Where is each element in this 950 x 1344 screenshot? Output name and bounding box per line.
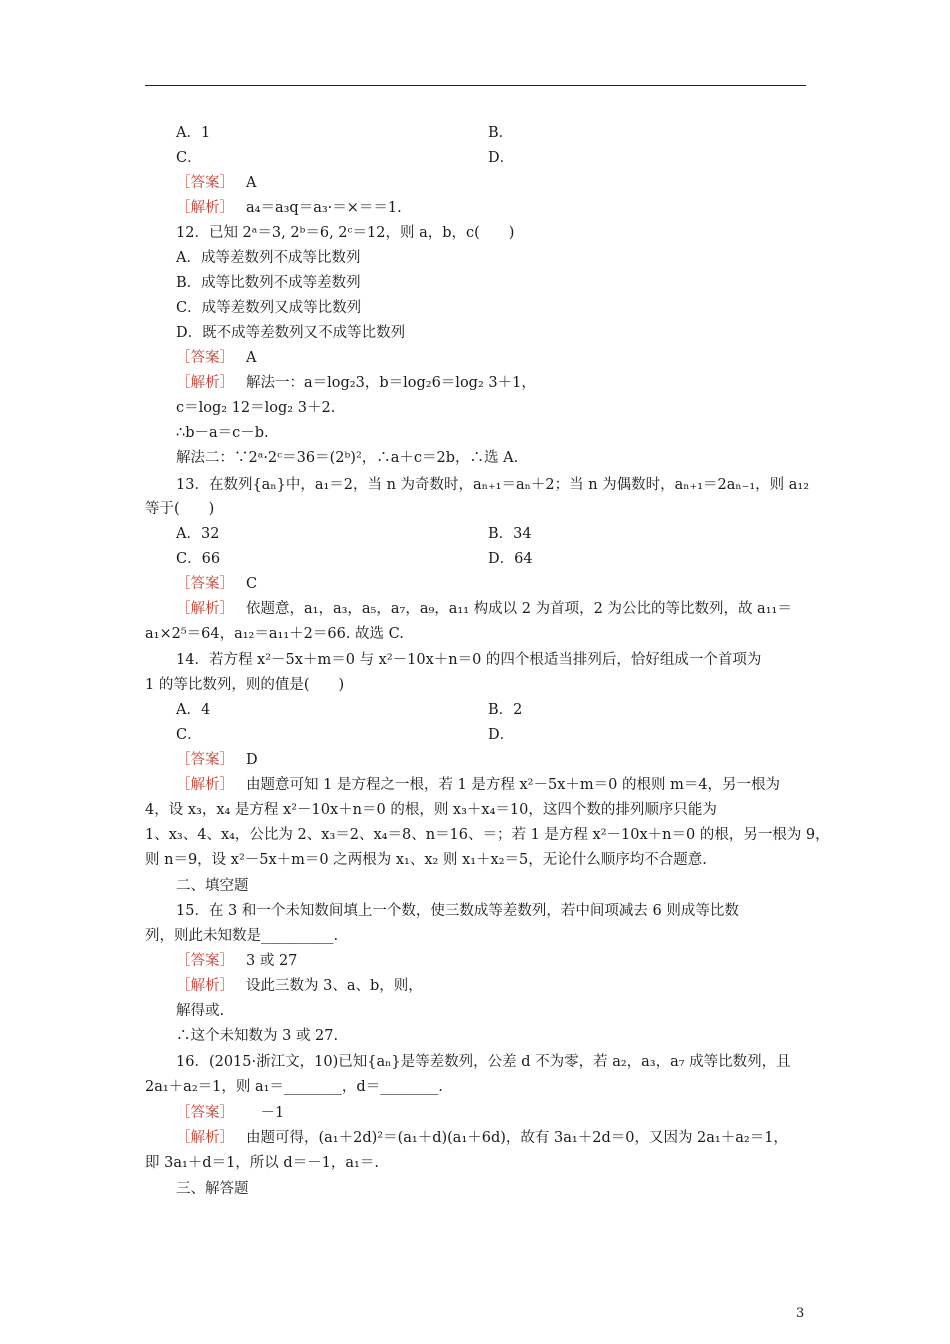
line-text: 依题意，a₁，a₃，a₅，a₇，a₉，a₁₁ 构成以 2 为首项，2 为公比的等比数列，故 a₁₁＝	[246, 601, 792, 617]
line-text: 设此三数为 3、a、b，则，	[246, 978, 423, 994]
text-line	[176, 399, 335, 417]
line-text: B．2	[488, 702, 523, 718]
line-text: 等于( )	[145, 501, 215, 517]
labeled-line	[176, 776, 780, 794]
line-text: 即 3a₁＋d＝1，所以 d＝－1，a₁＝.	[145, 1155, 379, 1171]
answer-tag: ［答案］	[176, 953, 234, 969]
text-line	[176, 1180, 249, 1198]
labeled-line	[176, 1104, 284, 1122]
labeled-line	[176, 751, 258, 769]
text-line	[176, 550, 220, 568]
answer-tag: ［答案］	[176, 175, 234, 191]
line-text: 列，则此未知数是__________.	[145, 928, 339, 944]
answer-tag: ［答案］	[176, 752, 234, 768]
text-line	[488, 124, 513, 142]
line-text: D．64	[488, 551, 533, 567]
answer-tag: ［解析］	[176, 1130, 234, 1146]
text-line	[176, 525, 219, 543]
line-text: 2a₁＋a₂＝1，则 a₁＝________，d＝________.	[145, 1079, 443, 1095]
text-line	[488, 525, 532, 543]
line-text: C．	[176, 150, 202, 166]
line-text: 由题可得，(a₁＋2d)²＝(a₁＋d)(a₁＋6d)，故有 3a₁＋2d＝0，又因为 2a₁＋a₂＝1，	[246, 1130, 788, 1146]
line-text: C．66	[176, 551, 221, 567]
labeled-line	[176, 174, 256, 192]
text-line	[176, 224, 514, 242]
text-line	[145, 625, 404, 643]
labeled-line	[176, 199, 402, 217]
line-text: A．32	[176, 526, 220, 542]
text-line	[488, 149, 514, 167]
line-text: 3 或 27	[246, 953, 298, 969]
text-line	[176, 1002, 224, 1020]
line-text: A．4	[176, 702, 211, 718]
line-text: 12．已知 2ᵃ＝3, 2ᵇ＝6, 2ᶜ＝12，则 a，b，c( )	[176, 225, 515, 241]
line-text: 解法一：a＝log₂3，b＝log₂6＝log₂ 3＋1，	[246, 375, 536, 391]
text-line	[145, 851, 707, 869]
line-text: A	[246, 175, 257, 191]
line-text: A．成等差数列不成等比数列	[176, 250, 361, 266]
line-text: 1 的等比数列，则的值是( )	[145, 677, 345, 693]
line-text: 13．在数列{aₙ}中，a₁＝2，当 n 为奇数时，aₙ₊₁＝aₙ＋2；当 n 为偶数时，aₙ₊₁＝2aₙ₋₁，则 a₁₂	[176, 477, 810, 493]
answer-tag: ［解析］	[176, 601, 234, 617]
text-line	[145, 801, 717, 819]
line-text: c＝log₂ 12＝log₂ 3＋2.	[176, 400, 336, 416]
page-number: 3	[796, 1306, 805, 1321]
text-line	[176, 124, 210, 142]
line-text: A	[246, 350, 257, 366]
labeled-line	[176, 600, 792, 618]
answer-tag: ［解析］	[176, 200, 234, 216]
answer-tag: ［解析］	[176, 978, 234, 994]
text-line	[176, 299, 361, 317]
line-text: 三、解答题	[176, 1181, 249, 1197]
text-line	[176, 149, 202, 167]
labeled-line	[176, 977, 423, 995]
line-text: 1、x₃、4、x₄，公比为 2、x₃＝2、x₄＝8、n＝16、＝；若 1 是方程 x²－10x＋n＝0 的根，另一根为 9，	[145, 827, 830, 843]
header-rule	[145, 85, 806, 86]
line-text: 15．在 3 和一个未知数间填上一个数，使三数成等差数列，若中间项减去 6 则成等比数	[176, 903, 739, 919]
text-line	[145, 500, 214, 518]
line-text: a₄＝a₃q＝a₃·＝×＝＝1.	[246, 200, 402, 216]
text-line	[488, 550, 533, 568]
line-text: ∴b－a＝c－b.	[176, 425, 269, 441]
answer-tag: ［解析］	[176, 375, 234, 391]
text-line	[176, 324, 405, 342]
line-text: D	[246, 752, 258, 768]
answer-tag: ［解析］	[176, 777, 234, 793]
line-text: A．1	[176, 125, 211, 141]
line-text: 16．(2015·浙江文，10)已知{aₙ}是等差数列，公差 d 不为零，若 a₂，a₃，a₇ 成等比数列，且	[176, 1054, 791, 1070]
line-text: C．	[176, 727, 202, 743]
text-line	[145, 927, 338, 945]
text-line	[145, 1154, 379, 1172]
line-text: 解法二：∵2ᵃ·2ᶜ＝36＝(2ᵇ)²，∴a＋c＝2b，∴选 A.	[176, 450, 519, 466]
text-line	[145, 1078, 443, 1096]
answer-tag: ［答案］	[176, 576, 234, 592]
labeled-line	[176, 349, 256, 367]
line-text: B．34	[488, 526, 532, 542]
text-line	[488, 726, 514, 744]
line-text: C	[246, 576, 258, 592]
line-text: D．既不成等差数列又不成等比数列	[176, 325, 406, 341]
labeled-line	[176, 952, 297, 970]
text-line	[176, 877, 249, 895]
line-text: 4，设 x₃，x₄ 是方程 x²－10x＋n＝0 的根，则 x₃＋x₄＝10，这四个数的排列顺序只能为	[145, 802, 717, 818]
line-text: D．	[488, 727, 515, 743]
line-text: 解得或.	[176, 1003, 225, 1019]
labeled-line	[176, 1129, 788, 1147]
text-line	[176, 424, 269, 442]
text-line	[176, 651, 761, 669]
text-line	[176, 274, 361, 292]
text-line	[145, 676, 344, 694]
labeled-line	[176, 575, 257, 593]
text-line	[145, 826, 830, 844]
text-line	[176, 1027, 338, 1045]
line-text: B．成等比数列不成等差数列	[176, 275, 361, 291]
text-line	[176, 726, 202, 744]
line-text: C．成等差数列又成等比数列	[176, 300, 362, 316]
line-text: －1	[246, 1105, 285, 1121]
text-line	[488, 701, 522, 719]
line-text: 二、填空题	[176, 878, 249, 894]
answer-tag: ［答案］	[176, 1105, 234, 1121]
answer-tag: ［答案］	[176, 350, 234, 366]
text-line	[176, 449, 518, 467]
line-text: D．	[488, 150, 515, 166]
line-text: B．	[488, 125, 514, 141]
line-text: 则 n＝9，设 x²－5x＋m＝0 之两根为 x₁、x₂ 则 x₁＋x₂＝5，无论什么顺序均不合题意.	[145, 852, 707, 868]
text-line	[176, 701, 210, 719]
labeled-line	[176, 374, 536, 392]
line-text: 由题意可知 1 是方程之一根，若 1 是方程 x²－5x＋m＝0 的根则 m＝4，另一根为	[246, 777, 781, 793]
text-line	[176, 476, 809, 494]
line-text: ∴这个未知数为 3 或 27.	[176, 1028, 339, 1044]
text-line	[176, 902, 739, 920]
text-line	[176, 1053, 791, 1071]
text-line	[176, 249, 360, 267]
line-text: 14．若方程 x²－5x＋m＝0 与 x²－10x＋n＝0 的四个根适当排列后，恰好组成一个首项为	[176, 652, 762, 668]
line-text: a₁×2⁵＝64，a₁₂＝a₁₁＋2＝66. 故选 C.	[145, 626, 404, 642]
